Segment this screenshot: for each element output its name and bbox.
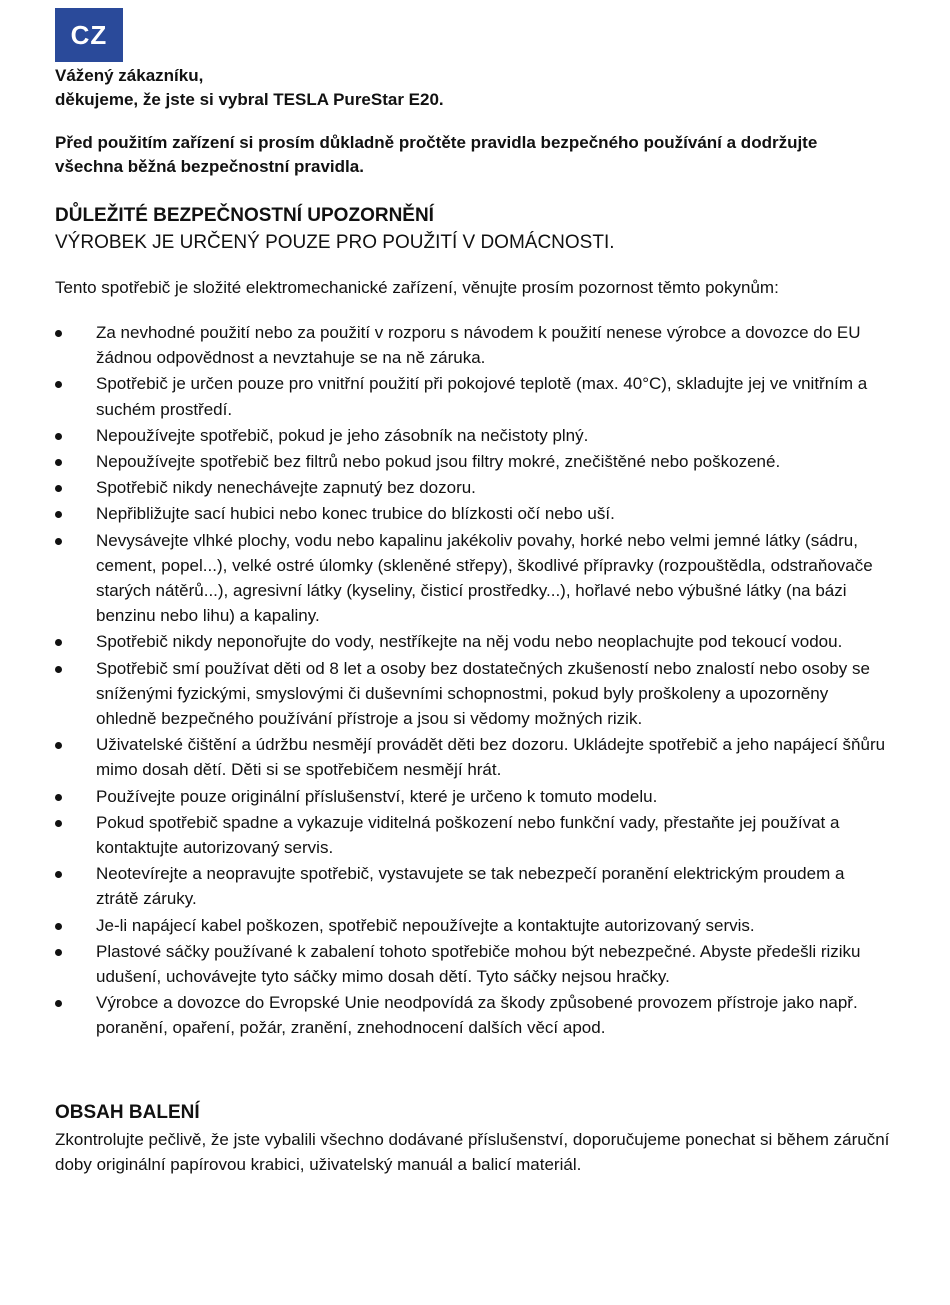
- language-badge: CZ: [55, 8, 123, 62]
- intro-paragraph: Před použitím zařízení si prosím důkladně pročtěte pravidla bezpečného používání a dodržujte všechna běžná bezpečnostní pravidla.: [55, 133, 818, 176]
- bullet-icon: [55, 381, 62, 388]
- list-item: [55, 449, 890, 474]
- list-item-text: Spotřebič smí používat děti od 8 let a osoby bez dostatečných zkušeností nebo znalostí nebo osoby se sníženými fyzickými, smyslovými či duševními schopnostmi, pokud byly proškoleny a upozorněny ohledně bezpečného používání přístroje a jsou si vědomy možných rizik.: [96, 658, 870, 729]
- list-item: [55, 939, 890, 989]
- list-item-text: Neotevírejte a neopravujte spotřebič, vystavujete se tak nebezpečí poranění elektrickým proudem a ztrátě záruky.: [96, 864, 845, 909]
- list-item-text: Spotřebič nikdy neponořujte do vody, nestříkejte na něj vodu nebo neoplachujte pod tekoucí vodou.: [96, 632, 843, 652]
- greeting-thanks: děkujeme, že jste si vybral TESLA PureStar E20.: [55, 90, 444, 109]
- bullet-icon: [55, 794, 62, 801]
- list-item-text: Pokud spotřebič spadne a vykazuje viditelná poškození nebo funkční vady, přestaňte jej používat a kontaktujte autorizovaný servis.: [96, 812, 840, 858]
- list-item: [55, 371, 890, 421]
- list-item-text: Plastové sáčky používané k zabalení tohoto spotřebiče mohou být nebezpečné. Abyste předešli riziku udušení, uchovávejte tyto sáčky mimo dosah dětí. Tyto sáčky nejsou hračky.: [96, 941, 861, 987]
- list-item: [55, 475, 890, 500]
- bullet-icon: [55, 1000, 62, 1007]
- bullet-icon: [55, 923, 62, 930]
- list-item: [55, 320, 890, 370]
- list-item-text: Nepoužívejte spotřebič, pokud je jeho zásobník na nečistoty plný.: [96, 425, 589, 445]
- safety-instructions-list: [55, 320, 890, 1042]
- bullet-icon: [55, 666, 62, 673]
- list-item-text: Spotřebič je určen pouze pro vnitřní použití při pokojové teplotě (max. 40°C), skladujte jej ve vnitřním a suchém prostředí.: [96, 374, 868, 419]
- list-item: [55, 990, 890, 1040]
- bullet-icon: [55, 511, 62, 518]
- bullet-icon: [55, 639, 62, 646]
- safety-heading: DŮLEŽITÉ BEZPEČNOSTNÍ UPOZORNĚNÍ: [55, 205, 434, 226]
- list-item: [55, 784, 890, 809]
- list-item-text: Výrobce a dovozce do Evropské Unie neodpovídá za škody způsobené provozem přístroje jako např. poranění, opaření, požár, zranění, znehodnocení dalších věcí apod.: [96, 993, 858, 1038]
- list-item-text: Nepřibližujte sací hubici nebo konec trubice do blízkosti očí nebo uší.: [96, 504, 615, 524]
- list-item: [55, 656, 890, 732]
- list-item: [55, 913, 890, 938]
- list-item: [55, 528, 890, 629]
- list-item-text: Uživatelské čištění a údržbu nesmějí provádět děti bez dozoru. Ukládejte spotřebič a jeho napájecí šňůru mimo dosah dětí. Děti si se spotřebičem nesmějí hrát.: [96, 735, 886, 780]
- list-item-text: Používejte pouze originální příslušenství, které je určeno k tomuto modelu.: [96, 786, 658, 806]
- bullet-icon: [55, 433, 62, 440]
- list-item: [55, 629, 890, 654]
- greeting-salutation: Vážený zákazníku,: [55, 66, 204, 85]
- bullet-icon: [55, 459, 62, 466]
- package-contents-text: Zkontrolujte pečlivě, že jste vybalili všechno dodávané příslušenství, doporučujeme ponechat si během záruční doby originální papírovou krabici, uživatelský manuál a balicí materiál.: [55, 1130, 890, 1174]
- list-item: [55, 423, 890, 448]
- safety-subheading: VÝROBEK JE URČENÝ POUZE PRO POUŽITÍ V DOMÁCNOSTI.: [55, 232, 615, 253]
- safety-lead-text: Tento spotřebič je složité elektromechanické zařízení, věnujte prosím pozornost těmto pokynům:: [55, 278, 779, 297]
- list-item: [55, 861, 890, 911]
- bullet-icon: [55, 871, 62, 878]
- list-item-text: Nevysávejte vlhké plochy, vodu nebo kapalinu jakékoliv povahy, horké nebo velmi jemné látky (sádru, cement, popel...), velké ostré úlomky (skleněné střepy), škodlivé přípravky (rozpouštědla, odstraňovače starých nátěrů...), agresivní látky (kyseliny, čisticí prostředky...), hořlavé nebo výbušné látky (na bázi benzinu nebo lihu) a kapaliny.: [96, 530, 873, 626]
- list-item-text: Za nevhodné použití nebo za použití v rozporu s návodem k použití nenese výrobce a dovozce do EU žádnou odpovědnost a nevztahuje se na ně záruka.: [96, 323, 861, 368]
- bullet-icon: [55, 742, 62, 749]
- bullet-icon: [55, 820, 62, 827]
- bullet-icon: [55, 949, 62, 956]
- list-item-text: Spotřebič nikdy nenechávejte zapnutý bez dozoru.: [96, 478, 476, 498]
- bullet-icon: [55, 538, 62, 545]
- greeting: [55, 64, 890, 112]
- list-item-text: Nepoužívejte spotřebič bez filtrů nebo pokud jsou filtry mokré, znečištěné nebo poškozené.: [96, 452, 781, 472]
- list-item: [55, 501, 890, 526]
- list-item: [55, 810, 890, 860]
- list-item-text: Je-li napájecí kabel poškozen, spotřebič nepoužívejte a kontaktujte autorizovaný servis.: [96, 915, 755, 935]
- bullet-icon: [55, 485, 62, 492]
- bullet-icon: [55, 330, 62, 337]
- package-contents-heading: OBSAH BALENÍ: [55, 1102, 200, 1123]
- list-item: [55, 732, 890, 782]
